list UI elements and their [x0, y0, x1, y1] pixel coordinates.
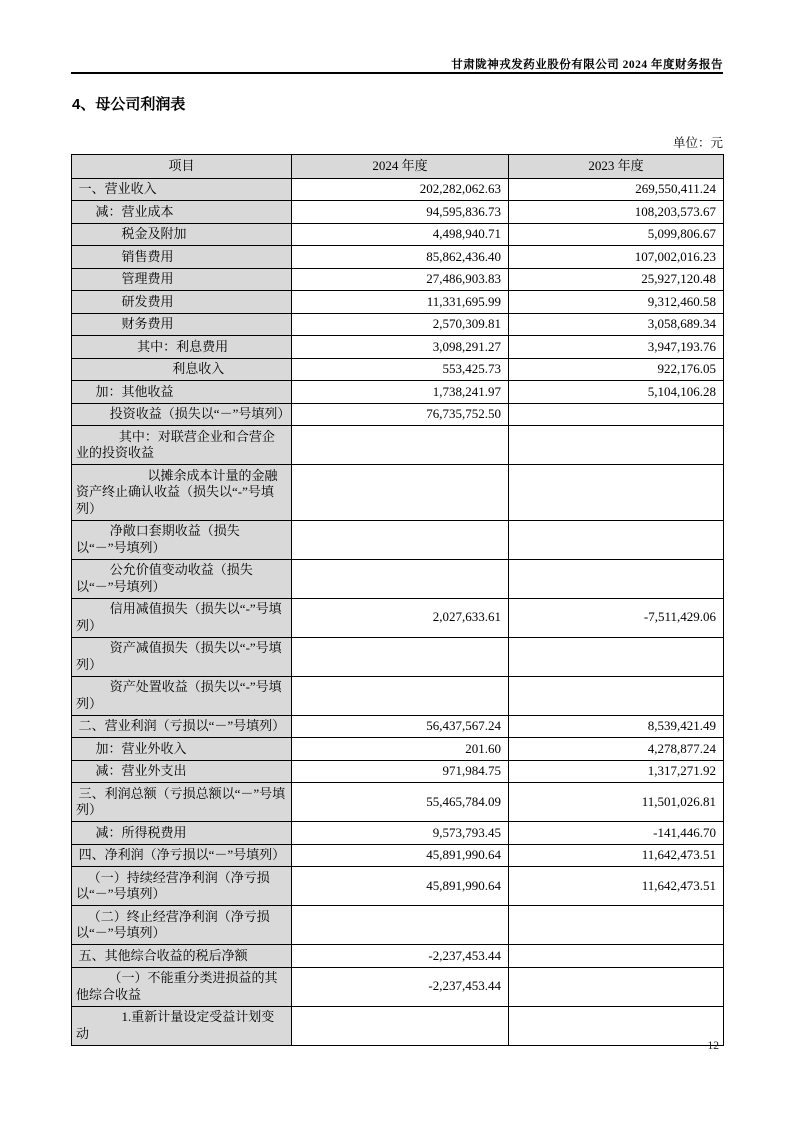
- item-cell: 销售费用: [72, 246, 292, 269]
- item-cell: 其中：对联营企业和合营企业的投资收益: [72, 426, 292, 465]
- item-cell: 减：营业成本: [72, 201, 292, 224]
- table-row: [72, 178, 724, 201]
- table-row: [72, 676, 724, 715]
- col-header-item: 项目: [72, 155, 292, 179]
- table-row: [72, 967, 724, 1006]
- value-2023-cell: 922,176.05: [509, 358, 724, 381]
- value-2023-cell: [509, 676, 724, 715]
- item-cell: 财务费用: [72, 313, 292, 336]
- item-cell: 其中：利息费用: [72, 336, 292, 359]
- item-cell: 资产减值损失（损失以“-”号填列）: [72, 637, 292, 676]
- table-row: [72, 520, 724, 559]
- table-row: [72, 738, 724, 761]
- table-row: [72, 201, 724, 224]
- col-header-2023: 2023 年度: [509, 155, 724, 179]
- item-cell: 四、净利润（净亏损以“－”号填列）: [72, 844, 292, 867]
- value-2024-cell: 201.60: [292, 738, 509, 761]
- item-cell: 三、利润总额（亏损总额以“－”号填列）: [72, 783, 292, 822]
- value-2024-cell: [292, 520, 509, 559]
- table-row: [72, 844, 724, 867]
- value-2024-cell: 202,282,062.63: [292, 178, 509, 201]
- table-row: [72, 945, 724, 968]
- value-2023-cell: 4,278,877.24: [509, 738, 724, 761]
- value-2024-cell: 76,735,752.50: [292, 403, 509, 426]
- value-2023-cell: 25,927,120.48: [509, 268, 724, 291]
- item-cell: 1.重新计量设定受益计划变动: [72, 1006, 292, 1045]
- value-2023-cell: [509, 967, 724, 1006]
- value-2024-cell: [292, 906, 509, 945]
- value-2024-cell: 85,862,436.40: [292, 246, 509, 269]
- value-2023-cell: 108,203,573.67: [509, 201, 724, 224]
- income-statement-table: [71, 154, 724, 1046]
- value-2023-cell: 3,058,689.34: [509, 313, 724, 336]
- header-rule: [71, 72, 723, 74]
- table-row: [72, 760, 724, 783]
- value-2023-cell: 3,947,193.76: [509, 336, 724, 359]
- table-row: [72, 906, 724, 945]
- value-2023-cell: 11,642,473.51: [509, 844, 724, 867]
- table-row: [72, 1006, 724, 1045]
- table-row: [72, 783, 724, 822]
- value-2024-cell: 27,486,903.83: [292, 268, 509, 291]
- item-cell: 加：其他收益: [72, 381, 292, 404]
- item-cell: 公允价值变动收益（损失以“－”号填列）: [72, 559, 292, 598]
- value-2023-cell: 9,312,460.58: [509, 291, 724, 314]
- table-row: [72, 268, 724, 291]
- value-2024-cell: 4,498,940.71: [292, 223, 509, 246]
- value-2024-cell: 1,738,241.97: [292, 381, 509, 404]
- table-row: [72, 637, 724, 676]
- table-header-row: [72, 155, 724, 179]
- value-2024-cell: [292, 465, 509, 521]
- table-row: [72, 559, 724, 598]
- table-row: [72, 336, 724, 359]
- table-row: [72, 426, 724, 465]
- item-cell: 资产处置收益（损失以“-”号填列）: [72, 676, 292, 715]
- table-row: [72, 358, 724, 381]
- value-2024-cell: [292, 1006, 509, 1045]
- item-cell: （一）不能重分类进损益的其他综合收益: [72, 967, 292, 1006]
- value-2024-cell: -2,237,453.44: [292, 945, 509, 968]
- value-2024-cell: 2,570,309.81: [292, 313, 509, 336]
- table-row: [72, 598, 724, 637]
- value-2024-cell: -2,237,453.44: [292, 967, 509, 1006]
- value-2023-cell: [509, 465, 724, 521]
- value-2023-cell: [509, 426, 724, 465]
- table-row: [72, 465, 724, 521]
- value-2023-cell: 1,317,271.92: [509, 760, 724, 783]
- item-cell: 净敞口套期收益（损失以“－”号填列）: [72, 520, 292, 559]
- value-2024-cell: [292, 676, 509, 715]
- value-2024-cell: [292, 637, 509, 676]
- value-2024-cell: 45,891,990.64: [292, 867, 509, 906]
- item-cell: 管理费用: [72, 268, 292, 291]
- item-cell: 以摊余成本计量的金融资产终止确认收益（损失以“-”号填列）: [72, 465, 292, 521]
- value-2024-cell: 56,437,567.24: [292, 715, 509, 738]
- table-row: [72, 246, 724, 269]
- table-row: [72, 223, 724, 246]
- value-2023-cell: 11,501,026.81: [509, 783, 724, 822]
- value-2024-cell: [292, 559, 509, 598]
- table-row: [72, 403, 724, 426]
- value-2023-cell: 5,104,106.28: [509, 381, 724, 404]
- value-2023-cell: [509, 637, 724, 676]
- table-row: [72, 381, 724, 404]
- item-cell: 加：营业外收入: [72, 738, 292, 761]
- item-cell: 投资收益（损失以“－”号填列）: [72, 403, 292, 426]
- table-row: [72, 822, 724, 845]
- item-cell: （二）终止经营净利润（净亏损以“－”号填列）: [72, 906, 292, 945]
- income-table-body: [72, 178, 724, 1045]
- item-cell: （一）持续经营净利润（净亏损以“－”号填列）: [72, 867, 292, 906]
- value-2023-cell: 269,550,411.24: [509, 178, 724, 201]
- value-2024-cell: 55,465,784.09: [292, 783, 509, 822]
- item-cell: 二、营业利润（亏损以“－”号填列）: [72, 715, 292, 738]
- item-cell: 一、营业收入: [72, 178, 292, 201]
- item-cell: 五、其他综合收益的税后净额: [72, 945, 292, 968]
- value-2023-cell: -7,511,429.06: [509, 598, 724, 637]
- item-cell: 研发费用: [72, 291, 292, 314]
- table-row: [72, 715, 724, 738]
- table-row: [72, 291, 724, 314]
- item-cell: 减：营业外支出: [72, 760, 292, 783]
- item-cell: 税金及附加: [72, 223, 292, 246]
- value-2023-cell: 5,099,806.67: [509, 223, 724, 246]
- item-cell: 减：所得税费用: [72, 822, 292, 845]
- value-2024-cell: 971,984.75: [292, 760, 509, 783]
- value-2024-cell: [292, 426, 509, 465]
- value-2024-cell: 2,027,633.61: [292, 598, 509, 637]
- item-cell: 利息收入: [72, 358, 292, 381]
- item-cell: 信用减值损失（损失以“-”号填列）: [72, 598, 292, 637]
- value-2024-cell: 45,891,990.64: [292, 844, 509, 867]
- value-2023-cell: 11,642,473.51: [509, 867, 724, 906]
- value-2024-cell: 3,098,291.27: [292, 336, 509, 359]
- section-title: 4、母公司利润表: [72, 96, 186, 113]
- value-2024-cell: 553,425.73: [292, 358, 509, 381]
- value-2023-cell: -141,446.70: [509, 822, 724, 845]
- running-header: 甘肃陇神戎发药业股份有限公司 2024 年度财务报告: [451, 59, 723, 71]
- value-2023-cell: 8,539,421.49: [509, 715, 724, 738]
- col-header-2024: 2024 年度: [292, 155, 509, 179]
- value-2024-cell: 94,595,836.73: [292, 201, 509, 224]
- table-row: [72, 313, 724, 336]
- value-2024-cell: 9,573,793.45: [292, 822, 509, 845]
- value-2023-cell: [509, 559, 724, 598]
- value-2023-cell: [509, 1006, 724, 1045]
- value-2024-cell: 11,331,695.99: [292, 291, 509, 314]
- value-2023-cell: [509, 906, 724, 945]
- table-row: [72, 867, 724, 906]
- value-2023-cell: [509, 520, 724, 559]
- value-2023-cell: 107,002,016.23: [509, 246, 724, 269]
- value-2023-cell: [509, 403, 724, 426]
- value-2023-cell: [509, 945, 724, 968]
- unit-label: 单位：元: [672, 136, 723, 150]
- page-number: 12: [707, 1040, 719, 1052]
